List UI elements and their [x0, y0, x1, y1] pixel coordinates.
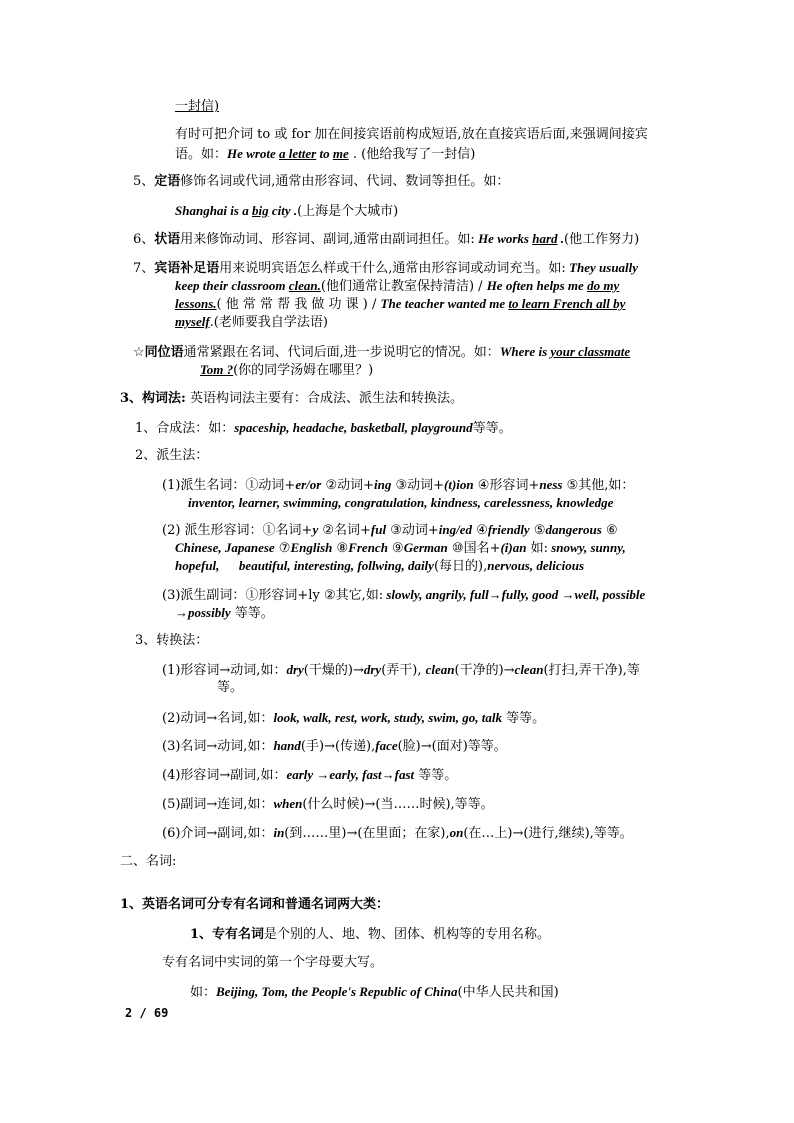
conversion-label: [135, 632, 208, 650]
example-en: Beijing, Tom, the People's Republic of China: [216, 984, 458, 999]
prev-text: 有时可把介词 to 或 for 加在间接宾语前构成短语,放在直接宾语后面,来强调间接宾: [175, 127, 648, 142]
text: 等等。: [501, 711, 546, 726]
example-en: English: [290, 540, 333, 555]
example-en: inventor, learner, swimming, congratulation, kindness, carelessness, knowledge: [188, 495, 614, 510]
text: (3)名词→动词,如：: [162, 739, 274, 754]
text: 等等。: [230, 606, 274, 621]
item5-example: [175, 202, 398, 221]
text: ⑦: [274, 541, 291, 556]
text: (在…上)→(进行,继续),等等。: [463, 826, 633, 841]
text: (什么时候)→(当……时候),等等。: [302, 797, 494, 812]
suffix: ness: [539, 477, 563, 492]
term: 宾语补足语: [154, 261, 220, 276]
text: 等等。: [414, 768, 458, 783]
prev-example-cn: . (他给我写了一封信): [348, 147, 476, 162]
example-en: He works: [474, 231, 533, 246]
text: (1)形容词→动词,如：: [162, 663, 287, 678]
example-en: spaceship, headache, basketball, playground: [234, 420, 473, 435]
text: ⑥: [601, 523, 618, 538]
conversion-2-line: [162, 709, 545, 728]
example-en: dry: [363, 662, 382, 677]
text: ⑤其他,如：: [562, 478, 635, 493]
example-en: snowy, sunny,: [547, 540, 626, 555]
example-en: slowly, angrily, full→fully, good →well, possible: [383, 587, 646, 602]
proper-noun-example: [190, 983, 559, 1002]
term: 状语: [154, 232, 181, 247]
example-en: French: [348, 540, 388, 555]
example-en: Chinese, Japanese: [175, 540, 275, 555]
example-en: on: [449, 825, 464, 840]
example-en: dry: [286, 662, 304, 677]
example-en: hand: [273, 738, 301, 753]
conversion-5-line: [162, 795, 494, 814]
prev-example-en: He wrote: [227, 146, 280, 161]
section-title: 3、构词法:: [120, 391, 186, 406]
example-en: clean: [514, 662, 544, 677]
text: (到……里)→(在里面；在家),: [284, 826, 450, 841]
example-en: clean: [425, 662, 455, 677]
text: ④: [472, 523, 488, 538]
derived-adv-line-2: [175, 604, 274, 623]
term: 同位语: [144, 345, 184, 360]
suffix: ing/ed: [438, 522, 473, 537]
subsection-title: 1、英语名词可分专有名词和普通名词两大类：: [120, 897, 390, 912]
example-en: lessons.: [175, 296, 217, 311]
text: ③动词+: [391, 478, 445, 493]
example-en: clean.: [288, 278, 321, 293]
proper-noun-line: [190, 926, 550, 944]
example-en: He often helps me: [486, 278, 588, 293]
text: ⑨: [387, 541, 404, 556]
term-desc: 通常紧跟在名词、代词后面,进一步说明它的情况。如：: [183, 345, 500, 360]
proper-noun-rule: [162, 954, 383, 972]
section-desc: 英语构词法主要有：合成法、派生法和转换法。: [185, 391, 463, 406]
example-en: friendly: [487, 522, 530, 537]
text: (干燥的)→: [303, 663, 364, 678]
text: (1)派生名词：①动词+: [162, 478, 296, 493]
text: (脸)→(面对)等等。: [397, 739, 507, 754]
conversion-4-line: [162, 766, 457, 785]
example-en: big: [251, 203, 269, 218]
example-en: Shanghai is a: [175, 203, 252, 218]
text: (5)副词→连词,如：: [162, 797, 274, 812]
example-en: The teacher wanted me: [380, 296, 509, 311]
prev-example-en: a letter: [279, 146, 317, 161]
example-cn: ( 他 常 常 帮 我 做 功 课 ) /: [216, 297, 381, 312]
text: 等等。: [472, 421, 512, 436]
text: 如：: [190, 985, 217, 1000]
example-en: in: [273, 825, 285, 840]
example-en: do my: [587, 278, 620, 293]
example-en: keep their classroom: [175, 278, 289, 293]
text: (2)动词→名词,如：: [162, 711, 274, 726]
prev-example-label: 语。如：: [175, 147, 228, 162]
example-en: hopeful, beautiful, interesting, follwing, daily: [175, 558, 434, 573]
page-number-label: 2 / 69: [125, 1006, 169, 1020]
example-en: They usually: [565, 260, 639, 275]
example-cn: (你的同学汤姆在哪里？): [233, 363, 374, 378]
example-cn: (每日的),: [433, 559, 488, 574]
example-en: Tom: [200, 362, 224, 377]
text: (打扫,弄干净),等: [543, 663, 640, 678]
text: (4)形容词→副词,如：: [162, 768, 287, 783]
suffix: y: [312, 522, 319, 537]
noun-heading: [120, 853, 176, 871]
prev-text-line-2: [175, 126, 673, 144]
text: ②动词+: [321, 478, 374, 493]
item7-line-1: [133, 259, 638, 278]
text: (6)介词→副词,如：: [162, 826, 274, 841]
example-en: to learn French all by: [508, 296, 626, 311]
subsection-label: 1、合成法：如：: [135, 421, 235, 436]
example-en: →possibly: [175, 605, 231, 620]
example-en: .: [557, 231, 565, 246]
conversion-1-line-2: [217, 679, 243, 697]
example-en: look, walk, rest, work, study, swim, go, talk: [273, 710, 502, 725]
text: ③动词+: [386, 523, 439, 538]
star-icon: ☆: [133, 345, 145, 360]
example-en: German: [403, 540, 448, 555]
prev-example-line: [175, 145, 475, 164]
term-desc: 用来修饰动词、形容词、副词,通常由副词担任。如:: [180, 232, 475, 247]
example-cn: (上海是个大城市): [297, 204, 399, 219]
example-en: myself: [175, 314, 210, 329]
suffix: (t)ion: [444, 477, 474, 492]
item7-line-2: [175, 277, 619, 296]
suffix: (i)an: [500, 540, 527, 555]
text: (干净的)→: [454, 663, 515, 678]
item5-line: [133, 173, 509, 191]
example-en: early →early, fast→fast: [286, 767, 415, 782]
text: ⑧: [332, 541, 349, 556]
derived-adj-line-2: [175, 539, 626, 558]
text: (手)→(传递),: [300, 739, 376, 754]
prev-text: 一封信): [175, 99, 220, 114]
conversion-1-line-1: [162, 661, 640, 680]
appositive-line-2: [200, 361, 373, 380]
item7-line-3: [175, 295, 625, 314]
item-number: 6、: [133, 232, 155, 247]
example-en: nervous, delicious: [487, 558, 585, 573]
example-en: hard: [532, 231, 558, 246]
text: 如:: [526, 541, 548, 556]
subsection-label: 3、转换法：: [135, 633, 209, 648]
suffix: er/or: [295, 477, 322, 492]
compound-line: [135, 419, 512, 438]
example-cn: .(老师要我自学法语): [209, 315, 328, 330]
suffix: ing: [374, 477, 392, 492]
derived-adj-line-1: [162, 521, 618, 540]
conversion-3-line: [162, 737, 507, 756]
example-en: dangerous: [545, 522, 602, 537]
text: (3)派生副词：①形容词+ly ②其它,如:: [162, 588, 384, 603]
prev-example-en: to: [316, 146, 333, 161]
derived-noun-line-1: [162, 476, 634, 495]
subsection-label: 2、派生法：: [135, 448, 209, 463]
example-cn: (中华人民共和国): [457, 985, 559, 1000]
term-desc: 是个别的人、地、物、团体、机构等的专用名称。: [264, 927, 551, 942]
text: ⑩国名+: [447, 541, 501, 556]
term-desc: 用来说明宾语怎么样或干什么,通常由形容词或动词充当。如:: [219, 261, 566, 276]
item-number: 5、: [133, 174, 155, 189]
item7-line-4: [175, 313, 328, 332]
term: 1、专有名词: [190, 927, 265, 942]
derivation-label: [135, 447, 208, 465]
page-number: [125, 1004, 168, 1022]
text: ②名词+: [318, 523, 371, 538]
example-en: city .: [268, 203, 298, 218]
derived-adv-line-1: [162, 586, 645, 605]
text: ⑤: [529, 523, 546, 538]
text: 专有名词中实词的第一个字母要大写。: [162, 955, 384, 970]
section3-heading: [120, 390, 463, 408]
example-cn: (他们通常让教室保持清洁) /: [320, 279, 487, 294]
text: ④形容词+: [473, 478, 540, 493]
term-desc: 修饰名词或代词,通常由形容词、代词、数词等担任。如：: [180, 174, 510, 189]
example-en: your classmate: [550, 344, 631, 359]
example-en: face: [375, 738, 398, 753]
appositive-line-1: [133, 343, 630, 362]
example-cn: (他工作努力): [564, 232, 640, 247]
item6-line: [133, 230, 639, 249]
example-en: when: [273, 796, 303, 811]
derived-noun-line-2: [188, 494, 613, 513]
example-en: Where is: [499, 344, 551, 359]
conversion-6-line: [162, 824, 633, 843]
prev-text-line-1: [175, 98, 219, 116]
derived-adj-line-3: [175, 557, 584, 576]
term: 定语: [154, 174, 181, 189]
item-number: 7、: [133, 261, 155, 276]
text: 等。: [217, 680, 244, 695]
example-en: ?: [223, 362, 234, 377]
section-title: 二、名词:: [120, 854, 177, 869]
noun-subheading: [120, 896, 389, 914]
prev-example-en: me: [332, 146, 349, 161]
suffix: ful: [370, 522, 387, 537]
text: (2) 派生形容词：①名词+: [162, 523, 313, 538]
text: (弄干),: [381, 663, 426, 678]
